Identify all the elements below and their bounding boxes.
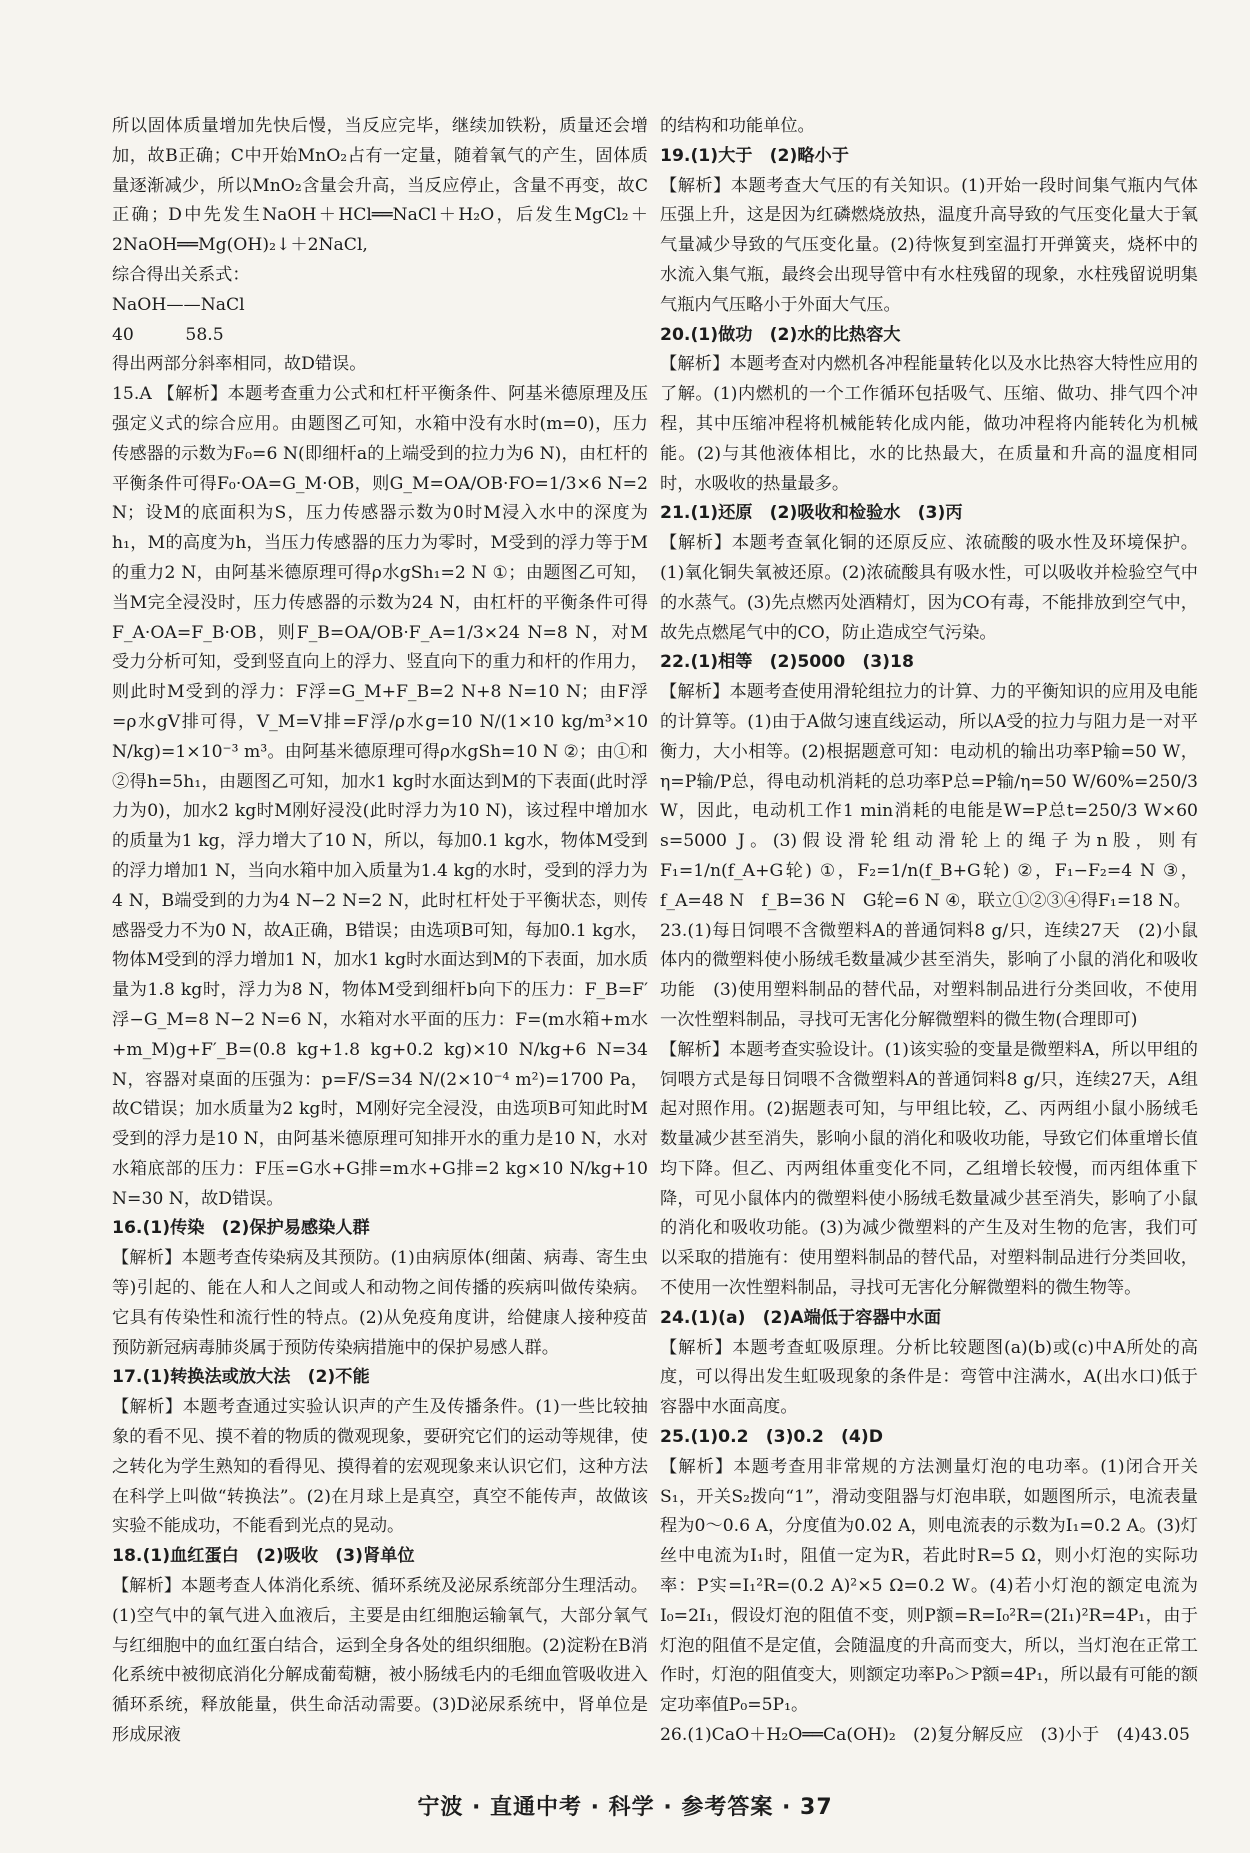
analysis-16: 【解析】本题考查传染病及其预防。(1)由病原体(细菌、病毒、寄生虫等)引起的、能在人和人之间或人和动物之间传播的疾病叫做传染病。它具有传染性和流行性的特点。(2)从免疫角度讲，给健康人接种疫苗预防新冠病毒肺炎属于预防传染病措施中的保护易感人群。 <box>112 1248 648 1358</box>
answer-23: 23.(1)每日饲喂不含微塑料A的普通饲料8 g/只，连续27天 (2)小鼠体内的微塑料使小肠绒毛数量减少甚至消失，影响了小鼠的消化和吸收功能 (3)使用塑料制品的替代品，对塑料制品进行分类回收，不使用一次性塑料制品，寻找可无害化分解微塑料的微生物(合理即可) <box>660 920 1198 1030</box>
answer-26: 26.(1)CaO＋H₂O══Ca(OH)₂ (2)复分解反应 (3)小于 (4)43.05 <box>660 1725 1190 1746</box>
right-column <box>660 112 1198 1751</box>
text-block: 综合得出关系式： <box>112 264 250 285</box>
answer-17: 17.(1)转换法或放大法 (2)不能 <box>112 1367 370 1388</box>
answer-25: 25.(1)0.2 (3)0.2 (4)D <box>660 1427 883 1448</box>
answer-19: 19.(1)大于 (2)略小于 <box>660 145 849 166</box>
analysis-21: 【解析】本题考查氧化铜的还原反应、浓硫酸的吸水性及环境保护。(1)氧化铜失氧被还原。(2)浓硫酸具有吸水性，可以吸收并检验空气中的水蒸气。(3)先点燃丙处酒精灯，因为CO有毒，不能排放到空气中，故先点燃尾气中的CO，防止造成空气污染。 <box>660 533 1198 643</box>
text-block: NaOH——NaCl <box>112 294 245 315</box>
answer-18: 18.(1)血红蛋白 (2)吸收 (3)肾单位 <box>112 1546 415 1567</box>
analysis-24: 【解析】本题考查虹吸原理。分析比较题图(a)(b)或(c)中A所处的高度，可以得出发生虹吸现象的条件是：弯管中注满水，A(出水口)低于容器中水面高度。 <box>660 1337 1198 1418</box>
analysis-25: 【解析】本题考查用非常规的方法测量灯泡的电功率。(1)闭合开关S₁，开关S₂拨向“1”，滑动变阻器与灯泡串联，如题图所示，电流表量程为0～0.6 A，分度值为0.02 A，则电流表的示数为I₁=0.2 A。(3)灯丝中电流为I₁时，阻值一定为R，若此时R=5 Ω，则小灯泡的实际功率：P实=I₁²R=(0.2 A)²×5 Ω=0.2 W。(4)若小灯泡的额定电流为I₀=2I₁，假设灯泡的阻值不变，则P额=R=I₀²R=(2I₁)²R=4P₁，由于灯泡的阻值不是定值，会随温度的升高而变大，所以，当灯泡在正常工作时，灯泡的阻值变大，则额定功率P₀＞P额=4P₁，所以最有可能的额定功率值P₀=5P₁。 <box>660 1456 1198 1716</box>
text-block: 所以固体质量增加先快后慢，当反应完毕，继续加铁粉，质量还会增加，故B正确；C中开始MnO₂占有一定量，随着氧气的产生，固体质量逐渐减少，所以MnO₂含量会升高，当反应停止，含量不再变，故C正确；D中先发生NaOH＋HCl══NaCl＋H₂O，后发生MgCl₂＋2NaOH══Mg(OH)₂↓＋2NaCl, <box>112 116 648 256</box>
text-block: 的结构和功能单位。 <box>660 116 815 136</box>
analysis-18: 【解析】本题考查人体消化系统、循环系统及泌尿系统部分生理活动。(1)空气中的氧气进入血液后，主要是由红细胞运输氧气，大部分氧气与红细胞中的血红蛋白结合，运到全身各处的组织细胞。(2)淀粉在B消化系统中被彻底消化分解成葡萄糖，被小肠绒毛内的毛细血管吸收进入循环系统，释放能量，供生命活动需要。(3)D泌尿系统中，肾单位是形成尿液 <box>112 1576 648 1746</box>
left-column <box>112 112 648 1751</box>
page-footer: 宁波 · 直通中考 · 科学 · 参考答案 · 37 <box>417 1795 833 1820</box>
analysis-22: 【解析】本题考查使用滑轮组拉力的计算、力的平衡知识的应用及电能的计算等。(1)由于A做匀速直线运动，所以A受的拉力与阻力是一对平衡力，大小相等。(2)根据题意可知：电动机的输出功率P输=50 W，η=P输/P总，得电动机消耗的总功率P总=P输/η=50 W/60%=250/3 W，因此，电动机工作1 min消耗的电能是W=P总t=250/3 W×60 s=5000 J。(3)假设滑轮组动滑轮上的绳子为n股，则有F₁=1/n(f_A+G轮) ①，F₂=1/n(f_B+G轮) ②，F₁−F₂=4 N ③，f_A=48 N f_B=36 N G轮=6 N ④，联立①②③④得F₁=18 N。 <box>660 682 1198 911</box>
answer-20: 20.(1)做功 (2)水的比热容大 <box>660 324 901 345</box>
text-block: 40 58.5 <box>112 324 224 345</box>
answer-16: 16.(1)传染 (2)保护易感染人群 <box>112 1218 370 1239</box>
analysis-23: 【解析】本题考查实验设计。(1)该实验的变量是微塑料A，所以甲组的饲喂方式是每日饲喂不含微塑料A的普通饲料8 g/只，连续27天，A组起对照作用。(2)据题表可知，与甲组比较，乙、丙两组小鼠小肠绒毛数量减少甚至消失，影响小鼠的消化和吸收功能，导致它们体重增长值均下降。但乙、丙两组体重变化不同，乙组增长较慢，而丙组体重下降，可见小鼠体内的微塑料使小肠绒毛数量减少甚至消失，影响了小鼠的消化和吸收功能。(3)为减少微塑料的产生及对生物的危害，我们可以采取的措施有：使用塑料制品的替代品，对塑料制品进行分类回收，不使用一次性塑料制品，寻找可无害化分解微塑料的微生物等。 <box>660 1039 1198 1299</box>
analysis-19: 【解析】本题考查大气压的有关知识。(1)开始一段时间集气瓶内气体压强上升，这是因为红磷燃烧放热，温度升高导致的气压变化量大于氧气量减少导致的气压变化量。(2)待恢复到室温打开弹簧夹，烧杯中的水流入集气瓶，最终会出现导管中有水柱残留的现象，水柱残留说明集气瓶内气压略小于外面大气压。 <box>660 175 1198 315</box>
answer-15: 15.A 【解析】本题考查重力公式和杠杆平衡条件、阿基米德原理及压强定义式的综合应用。由题图乙可知，水箱中没有水时(m=0)，压力传感器的示数为F₀=6 N(即细杆a的上端受到的拉力为6 N)，由杠杆的平衡条件可得F₀·OA=G_M·OB，则G_M=OA/OB·FO=1/3×6 N=2 N；设M的底面积为S，压力传感器示数为0时M浸入水中的深度为h₁，M的高度为h，当压力传感器的压力为零时，M受到的浮力等于M的重力2 N，由阿基米德原理可得ρ水gSh₁=2 N ①；由题图乙可知，当M完全浸没时，压力传感器的示数为24 N，由杠杆的平衡条件可得F_A·OA=F_B·OB，则F_B=OA/OB·F_A=1/3×24 N=8 N，对M受力分析可知，受到竖直向上的浮力、竖直向下的重力和杆的作用力，则此时M受到的浮力：F浮=G_M+F_B=2 N+8 N=10 N；由F浮=ρ水gV排可得，V_M=V排=F浮/ρ水g=10 N/(1×10 kg/m³×10 N/kg)=1×10⁻³ m³。由阿基米德原理可得ρ水gSh=10 N ②；由①和②得h=5h₁，由题图乙可知，加水1 kg时水面达到M的下表面(此时浮力为0)，加水2 kg时M刚好浸没(此时浮力为10 N)，该过程中增加水的质量为1 kg，浮力增大了10 N，所以，每加0.1 kg水，物体M受到的浮力增加1 N，当向水箱中加入质量为1.4 kg的水时，受到的浮力为4 N，B端受到的力为4 N−2 N=2 N，此时杠杆处于平衡状态，则传感器受力不为0 N，故A正确，B错误；由选项B可知，每加0.1 kg水，物体M受到的浮力增加1 N，加水1 kg时水面达到M的下表面，加水质量为1.8 kg时，浮力为8 N，物体M受到细杆b向下的压力：F_B=F′浮−G_M=8 N−2 N=6 N，水箱对水平面的压力：F=(m水箱+m水+m_M)g+F′_B=(0.8 kg+1.8 kg+0.2 kg)×10 N/kg+6 N=34 N，容器对桌面的压强为：p=F/S=34 N/(2×10⁻⁴ m²)=1700 Pa，故C错误；加水质量为2 kg时，M刚好完全浸没，由选项B可知此时M受到的浮力是10 N，由阿基米德原理可知排开水的重力是10 N，水对水箱底部的压力：F压=G水+G排=m水+G排=2 kg×10 N/kg+10 N=30 N，故D错误。 <box>112 384 648 1209</box>
answer-21: 21.(1)还原 (2)吸收和检验水 (3)丙 <box>660 503 963 524</box>
analysis-17: 【解析】本题考查通过实验认识声的产生及传播条件。(1)一些比较抽象的看不见、摸不着的物质的微观现象，要研究它们的运动等规律，使之转化为学生熟知的看得见、摸得着的宏观现象来认识它们，这种方法在科学上叫做“转换法”。(2)在月球上是真空，真空不能传声，故做该实验不能成功，不能看到光点的晃动。 <box>112 1397 648 1537</box>
answer-24: 24.(1)(a) (2)A端低于容器中水面 <box>660 1307 942 1328</box>
answer-22: 22.(1)相等 (2)5000 (3)18 <box>660 652 914 673</box>
analysis-20: 【解析】本题考查对内燃机各冲程能量转化以及水比热容大特性应用的了解。(1)内燃机的一个工作循环包括吸气、压缩、做功、排气四个冲程，其中压缩冲程将机械能转化成内能，做功冲程将内能转化为机械能。(2)与其他液体相比，水的比热最大，在质量和升高的温度相同时，水吸收的热量最多。 <box>660 354 1198 494</box>
text-block: 得出两部分斜率相同，故D错误。 <box>112 354 367 375</box>
